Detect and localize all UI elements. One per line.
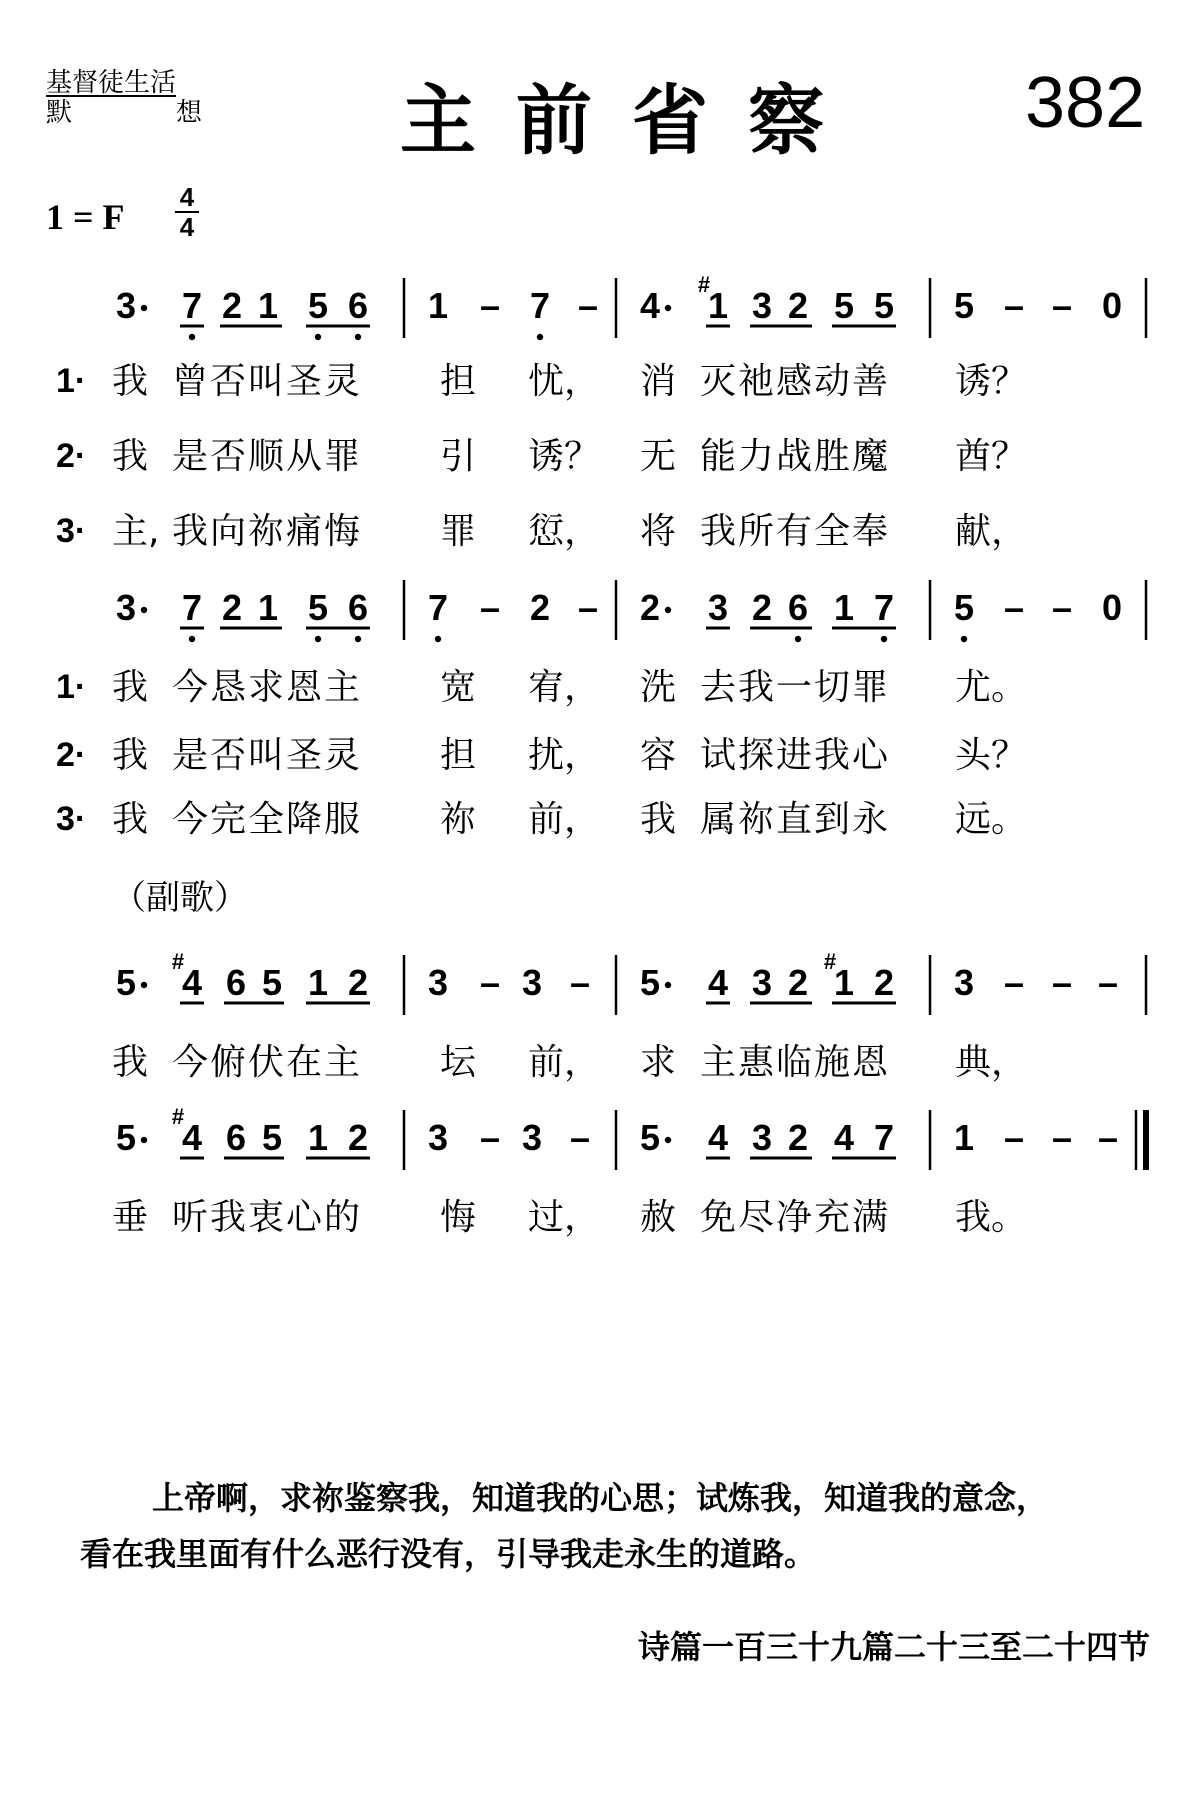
lyric-segment: 诱？ [528, 436, 601, 477]
lyric-segment: 愆， [528, 511, 601, 552]
lyric-segment: 宽 [440, 667, 477, 708]
augmentation-dot [141, 1137, 147, 1143]
dash-mark: – [1003, 285, 1025, 326]
dash-mark: – [1003, 1117, 1025, 1158]
note: 3 [751, 1117, 773, 1158]
augmentation-dot [665, 982, 671, 988]
note: 2 [787, 285, 809, 326]
lyric-segment: 前， [528, 1042, 601, 1083]
note: 2 [751, 587, 773, 628]
lyric-segment: 宥， [528, 667, 601, 708]
lyric-segment: 是否顺从罪 [172, 436, 363, 477]
verse-number: 2· [56, 437, 87, 475]
lyric-segment: 容 [640, 735, 677, 776]
lyric-segment: 前， [528, 799, 601, 840]
lyric-segment: 求 [640, 1042, 677, 1083]
octave-dot-below [189, 334, 195, 340]
note: 0 [1101, 587, 1123, 628]
scripture-reference: 诗篇一百三十九篇二十三至二十四节 [637, 1628, 1150, 1666]
augmentation-dot [665, 607, 671, 613]
lyric-segment: 我。 [955, 1197, 1028, 1238]
lyric-segment: 今完全降服 [172, 799, 363, 840]
lyric-segment: 今恳求恩主 [172, 667, 363, 708]
lyric-segment: 曾否叫圣灵 [172, 361, 363, 402]
dash-mark: – [479, 285, 501, 326]
lyric-segment: 属祢直到永 [700, 799, 891, 840]
lyric-segment: 今俯伏在主 [172, 1042, 363, 1083]
dash-mark: – [1051, 587, 1073, 628]
lyric-segment: 忧， [528, 361, 601, 402]
lyric-segment: 担 [440, 361, 477, 402]
augmentation-dot [141, 982, 147, 988]
lyric-segment: 诱？ [955, 361, 1028, 402]
lyric-segment: 悔 [440, 1197, 477, 1238]
dash-mark: – [1003, 587, 1025, 628]
lyric-segment: 是否叫圣灵 [172, 735, 363, 776]
lyric-segment: 无 [640, 436, 677, 477]
lyric-segment: 酋？ [955, 436, 1028, 477]
note: 1 [953, 1117, 975, 1158]
category-primary: 基督徒生活 [46, 68, 177, 98]
lyric-segment: 我 [112, 799, 149, 840]
note: 2 [529, 587, 551, 628]
note: 7 [529, 285, 551, 326]
scripture-line: 上帝啊，求祢鉴察我，知道我的心思；试炼我，知道我的意念， [152, 1479, 1049, 1517]
note: 7 [873, 1117, 895, 1158]
lyric-segment: 灭祂感动善 [700, 361, 891, 402]
octave-dot-below [189, 636, 195, 642]
lyric-segment: 赦 [640, 1197, 677, 1238]
lyric-segment: 罪 [440, 511, 477, 552]
time-signature-top: 4 [179, 182, 195, 212]
octave-dot-below [315, 334, 321, 340]
sharp-sign: # [823, 949, 837, 974]
augmentation-dot [665, 1137, 671, 1143]
category-secondary-a: 默 [46, 98, 73, 128]
note: 1 [427, 285, 449, 326]
lyric-segment: 我 [640, 799, 677, 840]
dash-mark: – [577, 587, 599, 628]
chorus-label: （副歌） [112, 878, 248, 918]
dash-mark: – [479, 1117, 501, 1158]
octave-dot-below [795, 636, 801, 642]
lyric-segment: 我所有全奉 [700, 511, 891, 552]
lyric-segment: 我向祢痛悔 [172, 511, 363, 552]
lyric-segment: 消 [640, 361, 677, 402]
note: 1 [833, 962, 855, 1003]
note: 7 [873, 587, 895, 628]
note: 2 [347, 962, 369, 1003]
dash-mark: – [1051, 962, 1073, 1003]
verse-number: 1· [56, 668, 87, 706]
note: 4 [833, 1117, 855, 1158]
note: 6 [225, 962, 247, 1003]
lyric-segment: 将 [640, 511, 677, 552]
note: 5 [639, 962, 661, 1003]
system-3 [116, 949, 1146, 1015]
lyric-segment: 引 [440, 436, 477, 477]
note: 5 [307, 285, 329, 326]
lyric-segment: 我 [112, 436, 149, 477]
lyric-segment: 我 [112, 361, 149, 402]
time-signature [175, 184, 199, 240]
lyric-segment: 洗 [640, 667, 677, 708]
note: 2 [221, 285, 243, 326]
scripture-line: 看在我里面有什么恶行没有，引导我走永生的道路。 [80, 1535, 817, 1573]
note: 5 [115, 962, 137, 1003]
dash-mark: – [569, 962, 591, 1003]
time-signature-bottom: 4 [179, 212, 195, 242]
note: 5 [261, 1117, 283, 1158]
note: 1 [257, 587, 279, 628]
note: 4 [181, 962, 203, 1003]
dash-mark: – [479, 962, 501, 1003]
lyric-segment: 我 [112, 1042, 149, 1083]
note: 5 [307, 587, 329, 628]
note: 3 [521, 1117, 543, 1158]
dash-mark: – [1097, 962, 1119, 1003]
octave-dot-below [355, 334, 361, 340]
lyric-segment: 过， [528, 1197, 601, 1238]
octave-dot-below [961, 636, 967, 642]
note: 5 [953, 285, 975, 326]
lyric-segment: 去我一切罪 [700, 667, 891, 708]
note: 5 [953, 587, 975, 628]
note: 2 [787, 962, 809, 1003]
scripture-passage [80, 1470, 1160, 1582]
note: 4 [181, 1117, 203, 1158]
note: 0 [1101, 285, 1123, 326]
note: 6 [347, 285, 369, 326]
key-signature: 1 = F [46, 197, 125, 237]
hymn-title: 主前省察 [400, 76, 864, 165]
note: 7 [181, 587, 203, 628]
note: 1 [257, 285, 279, 326]
note: 7 [181, 285, 203, 326]
note: 7 [427, 587, 449, 628]
note: 2 [873, 962, 895, 1003]
note: 3 [427, 1117, 449, 1158]
lyric-segment: 尤。 [955, 667, 1028, 708]
lyric-segment: 献， [955, 511, 1028, 552]
lyric-segment: 头？ [955, 735, 1028, 776]
note: 5 [261, 962, 283, 1003]
dash-mark: – [1097, 1117, 1119, 1158]
lyric-segment: 主, [112, 511, 160, 552]
sharp-sign: # [697, 272, 711, 297]
lyric-segment: 试探进我心 [700, 735, 891, 776]
note: 3 [707, 587, 729, 628]
note: 1 [707, 285, 729, 326]
hymn-number: 382 [1025, 63, 1146, 143]
note: 2 [639, 587, 661, 628]
note: 4 [639, 285, 661, 326]
augmentation-dot [141, 607, 147, 613]
sharp-sign: # [171, 1104, 185, 1129]
note: 3 [521, 962, 543, 1003]
note: 1 [833, 587, 855, 628]
verse-number: 1· [56, 362, 87, 400]
augmentation-dot [665, 305, 671, 311]
category-secondary-b: 想 [175, 98, 202, 128]
system-2 [116, 580, 1146, 642]
note: 6 [787, 587, 809, 628]
octave-dot-below [315, 636, 321, 642]
lyric-segment: 担 [440, 735, 477, 776]
note: 1 [307, 1117, 329, 1158]
note: 6 [225, 1117, 247, 1158]
note: 2 [347, 1117, 369, 1158]
note: 5 [833, 285, 855, 326]
system-4 [116, 1104, 1146, 1170]
verse-number: 3· [56, 512, 87, 550]
lyric-segment: 主惠临施恩 [700, 1042, 891, 1083]
note: 3 [751, 962, 773, 1003]
note: 6 [347, 587, 369, 628]
lyric-segment: 垂 [112, 1197, 149, 1238]
verse-number: 3· [56, 800, 87, 838]
lyric-segment: 远。 [955, 799, 1028, 840]
dash-mark: – [577, 285, 599, 326]
verse-number: 2· [56, 736, 87, 774]
lyric-segment: 能力战胜魔 [700, 436, 891, 477]
note: 5 [115, 1117, 137, 1158]
note: 1 [307, 962, 329, 1003]
octave-dot-below [881, 636, 887, 642]
dash-mark: – [1051, 1117, 1073, 1158]
dash-mark: – [1003, 962, 1025, 1003]
lyric-segment: 扰， [528, 735, 601, 776]
dash-mark: – [1051, 285, 1073, 326]
lyric-segment: 祢 [440, 799, 477, 840]
note: 3 [751, 285, 773, 326]
dash-mark: – [569, 1117, 591, 1158]
system-1 [116, 272, 1146, 340]
octave-dot-below [537, 334, 543, 340]
note: 2 [787, 1117, 809, 1158]
note: 4 [707, 962, 729, 1003]
lyric-segment: 典， [955, 1042, 1028, 1083]
dash-mark: – [479, 587, 501, 628]
octave-dot-below [435, 636, 441, 642]
augmentation-dot [141, 305, 147, 311]
note: 3 [427, 962, 449, 1003]
sharp-sign: # [171, 949, 185, 974]
lyric-segment: 坛 [440, 1042, 477, 1083]
category-secondary [46, 98, 202, 128]
note: 3 [115, 587, 137, 628]
note: 3 [115, 285, 137, 326]
lyric-segment: 听我衷心的 [172, 1197, 363, 1238]
category-label [46, 68, 202, 128]
note: 5 [639, 1117, 661, 1158]
lyric-segment: 我 [112, 735, 149, 776]
lyric-segment: 我 [112, 667, 149, 708]
note: 4 [707, 1117, 729, 1158]
octave-dot-below [355, 636, 361, 642]
lyric-segment: 免尽净充满 [700, 1197, 891, 1238]
note: 2 [221, 587, 243, 628]
note: 5 [873, 285, 895, 326]
note: 3 [953, 962, 975, 1003]
